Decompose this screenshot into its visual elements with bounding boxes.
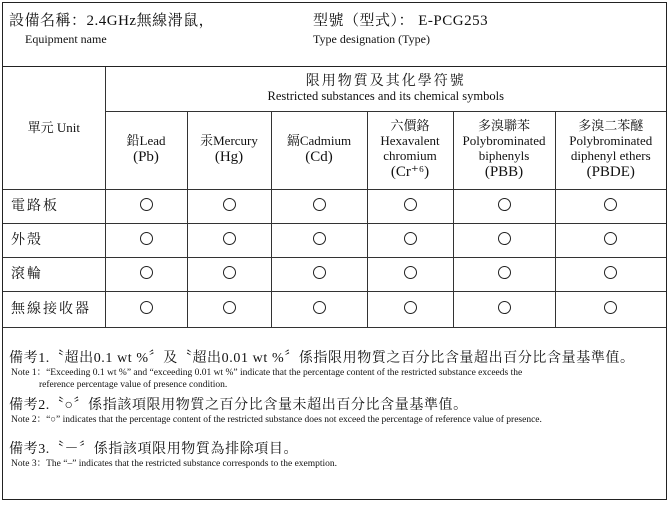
compliance-mark: [367, 257, 453, 291]
table-row: [3, 223, 666, 257]
restricted-header-zh: 限用物質及其化學符號: [305, 73, 466, 89]
table-row: [3, 189, 666, 223]
compliance-mark: [367, 189, 453, 223]
column-pbde-en2: diphenyl ethers: [570, 148, 651, 163]
column-chromium-zh: 六價鉻: [390, 118, 430, 133]
note-2-zh: 備考2.〝○〞係指該項限用物質之百分比含量未超出百分比含量基準值。: [9, 398, 468, 413]
compliance-mark: [187, 291, 271, 327]
column-header-pbb: [453, 111, 555, 189]
notes-section: [9, 347, 664, 470]
unit-header-cell: [3, 67, 105, 189]
column-chromium-en2: chromium: [383, 148, 437, 163]
row-label: 滾輪: [3, 257, 105, 291]
column-header-pbde: [555, 111, 666, 189]
circle-mark-icon: [140, 198, 153, 211]
compliance-mark: [105, 223, 187, 257]
circle-mark-icon: [140, 301, 153, 314]
equipment-name-en: Equipment name: [25, 32, 107, 46]
column-pbb-symbol: (PBB): [484, 164, 524, 180]
compliance-mark: [555, 257, 666, 291]
column-pbde-zh: 多溴二苯醚: [578, 118, 644, 133]
compliance-mark: [105, 189, 187, 223]
circle-mark-icon: [498, 301, 511, 314]
compliance-mark: [271, 291, 367, 327]
header-section: [3, 3, 666, 67]
column-cadmium-symbol: (Cd): [305, 149, 333, 165]
compliance-mark: [105, 257, 187, 291]
column-pbb-en1: Polybrominated: [462, 133, 546, 148]
compliance-mark: [367, 291, 453, 327]
circle-mark-icon: [223, 266, 236, 279]
compliance-mark: [271, 223, 367, 257]
column-pbb-zh: 多溴聯苯: [477, 118, 530, 133]
table-row: [3, 257, 666, 291]
circle-mark-icon: [313, 266, 326, 279]
type-designation-en: Type designation (Type): [313, 32, 430, 46]
circle-mark-icon: [223, 232, 236, 245]
unit-header-label: 單元 Unit: [27, 120, 80, 136]
column-mercury-name: 汞Mercury: [200, 133, 258, 148]
note-1-en-line-a: Note 1：“Exceeding 0.1 wt %” and “exceeding 0.01 wt %” indicate that the percentage content of the restricted substance exceeds the: [11, 368, 523, 378]
rohs-declaration-frame: [2, 2, 667, 500]
note-1-zh: 備考1.〝超出0.1 wt %〞及〝超出0.01 wt %〞係指限用物質之百分比含量超出百分比含量基準值。: [9, 351, 635, 366]
circle-mark-icon: [604, 266, 617, 279]
compliance-mark: [555, 223, 666, 257]
compliance-mark: [453, 291, 555, 327]
compliance-mark: [271, 189, 367, 223]
circle-mark-icon: [404, 301, 417, 314]
column-pbde-symbol: (PBDE): [586, 164, 635, 180]
compliance-mark: [555, 189, 666, 223]
compliance-mark: [187, 223, 271, 257]
compliance-mark: [555, 291, 666, 327]
table-row: [3, 291, 666, 327]
compliance-mark: [453, 257, 555, 291]
circle-mark-icon: [404, 266, 417, 279]
equipment-name-block: [9, 9, 214, 47]
compliance-mark: [105, 291, 187, 327]
circle-mark-icon: [604, 198, 617, 211]
restricted-header-en: Restricted substances and its chemical symbols: [267, 88, 504, 103]
row-label: 電路板: [3, 189, 105, 223]
column-header-cadmium: [271, 111, 367, 189]
column-cadmium-name: 鎘Cadmium: [286, 133, 352, 148]
equipment-name-zh: 設備名稱：2.4GHz無線滑鼠，: [9, 13, 215, 29]
row-label: 外殼: [3, 223, 105, 257]
circle-mark-icon: [498, 266, 511, 279]
circle-mark-icon: [313, 198, 326, 211]
circle-mark-icon: [313, 232, 326, 245]
compliance-mark: [187, 257, 271, 291]
circle-mark-icon: [498, 232, 511, 245]
circle-mark-icon: [313, 301, 326, 314]
compliance-mark: [453, 189, 555, 223]
circle-mark-icon: [604, 301, 617, 314]
note-1-en-line-b: reference percentage value of presence condition.: [39, 380, 228, 390]
column-mercury-symbol: (Hg): [214, 149, 244, 165]
note-1-en: [11, 367, 664, 391]
compliance-mark: [453, 223, 555, 257]
circle-mark-icon: [140, 232, 153, 245]
restricted-header-cell: [105, 67, 666, 111]
circle-mark-icon: [498, 198, 511, 211]
note-3-en: Note 3：The “–” indicates that the restricted substance corresponds to the exemption.: [11, 459, 338, 469]
note-2-en: Note 2：“○” indicates that the percentage content of the restricted substance does not exceed the percentage of reference value of presence.: [11, 415, 542, 425]
compliance-mark: [271, 257, 367, 291]
column-header-mercury: [187, 111, 271, 189]
column-header-hexavalent-chromium: [367, 111, 453, 189]
type-designation-zh: 型號（型式）： E-PCG253: [313, 13, 489, 29]
row-label: 無線接收器: [3, 291, 105, 327]
circle-mark-icon: [223, 198, 236, 211]
column-chromium-symbol: (Cr⁺⁶): [390, 164, 430, 180]
compliance-mark: [367, 223, 453, 257]
circle-mark-icon: [604, 232, 617, 245]
column-header-lead: [105, 111, 187, 189]
circle-mark-icon: [404, 198, 417, 211]
column-pbde-en1: Polybrominated: [569, 133, 653, 148]
compliance-mark: [187, 189, 271, 223]
circle-mark-icon: [140, 266, 153, 279]
circle-mark-icon: [404, 232, 417, 245]
column-lead-symbol: (Pb): [133, 149, 159, 165]
restricted-substances-table: [3, 67, 666, 328]
type-designation-block: [313, 9, 488, 47]
column-chromium-en1: Hexavalent: [380, 133, 440, 148]
circle-mark-icon: [223, 301, 236, 314]
column-lead-name: 鉛Lead: [126, 133, 166, 148]
note-3-zh: 備考3.〝－〞係指該項限用物質為排除項目。: [9, 442, 299, 457]
column-pbb-en2: biphenyls: [478, 148, 530, 163]
